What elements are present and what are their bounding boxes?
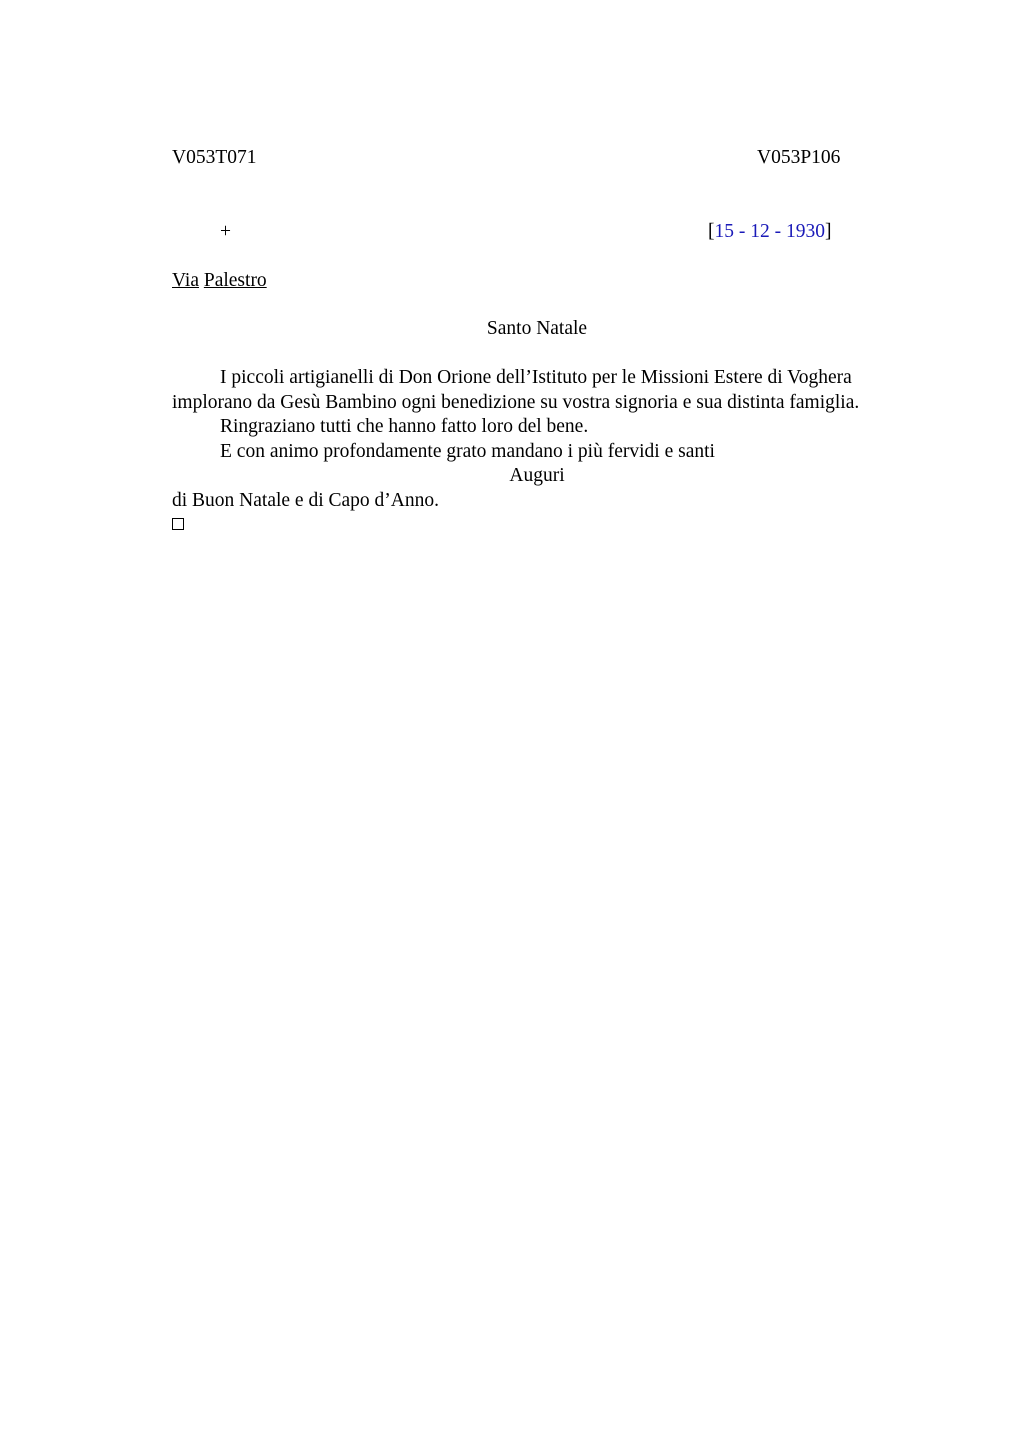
address-word-via: Via bbox=[172, 270, 199, 291]
address-word-palestro: Palestro bbox=[203, 270, 267, 291]
paragraph-1-line-1: I piccoli artigianelli di Don Orione dell’Istituto per le Missioni Estere di Voghera bbox=[220, 367, 852, 388]
cross-symbol: + bbox=[220, 221, 231, 242]
reference-code-right: V053P106 bbox=[757, 147, 841, 168]
date-value: 15 - 12 - 1930 bbox=[714, 221, 825, 242]
reference-code-left: V053T071 bbox=[172, 147, 257, 168]
paragraph-3: E con animo profondamente grato mandano i più fervidi e santi bbox=[220, 440, 715, 462]
letter-body bbox=[172, 366, 902, 538]
paragraph-2: Ringraziano tutti che hanno fatto loro del bene. bbox=[220, 416, 589, 437]
closing-line: di Buon Natale e di Capo d’Anno. bbox=[172, 489, 439, 511]
letter-heading: Santo Natale bbox=[486, 318, 588, 339]
date-bracket-close: ] bbox=[825, 221, 832, 242]
date-bracket-open: [ bbox=[708, 221, 715, 242]
end-square-icon bbox=[172, 518, 184, 530]
paragraph-1-line-2: implorano da Gesù Bambino ogni benedizione su vostra signoria e sua distinta famiglia. bbox=[172, 391, 860, 413]
address-line bbox=[172, 269, 267, 294]
auguri-line: Auguri bbox=[509, 465, 565, 486]
letter-date bbox=[708, 220, 832, 245]
end-mark-row bbox=[172, 513, 902, 538]
